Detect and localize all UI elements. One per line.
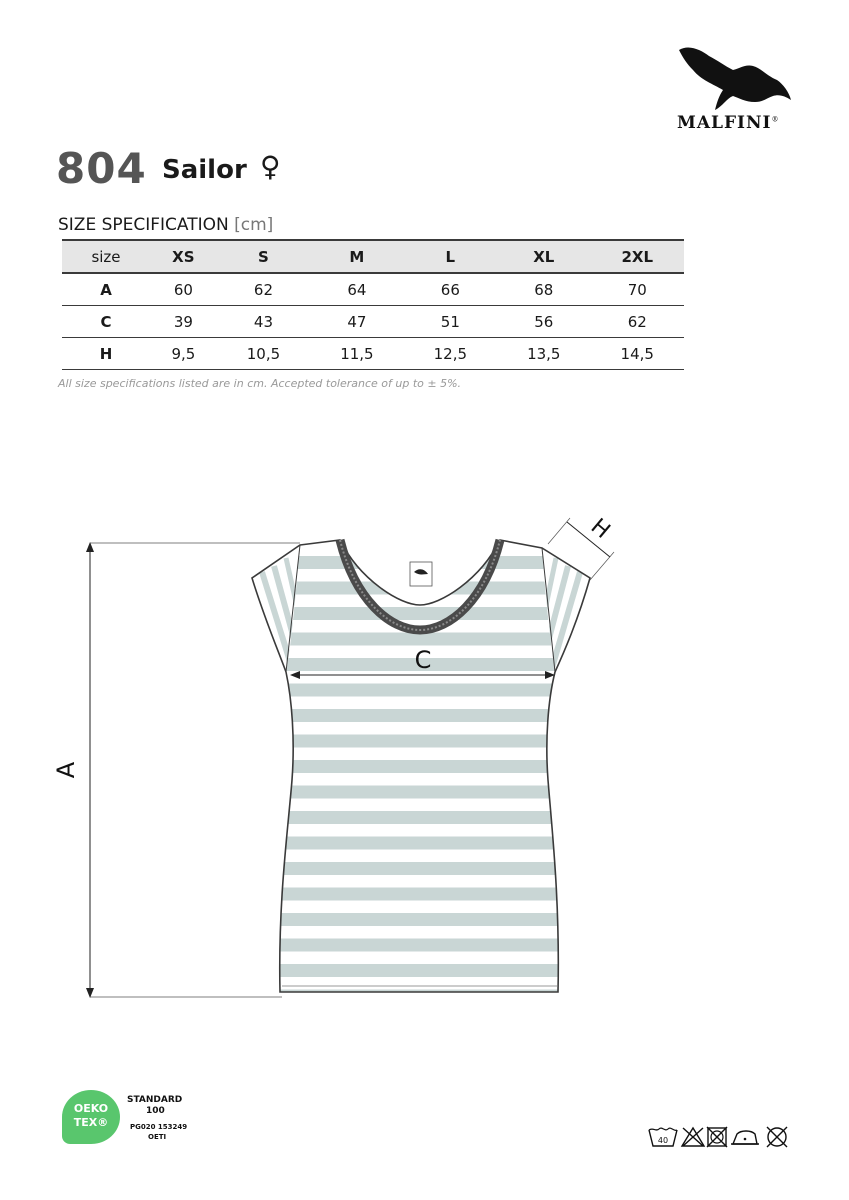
table-cell: 68 (534, 280, 554, 299)
table-cell: 43 (253, 312, 273, 331)
female-icon: ♀ (260, 150, 281, 183)
table-cell: 51 (440, 312, 460, 331)
row-label: H (99, 344, 113, 363)
section-heading-text: SIZE SPECIFICATION (58, 215, 229, 235)
table-header-cell: M (349, 247, 365, 266)
no-bleach-icon (682, 1128, 704, 1146)
wash-40-icon (649, 1128, 677, 1146)
table-header-cell: L (445, 247, 456, 266)
table-row (62, 273, 684, 306)
oeko-institute: OETI (148, 1133, 167, 1141)
table-header-size: size (91, 247, 121, 266)
stripe (240, 760, 600, 773)
oeko-badge-line1: OEKO (73, 1102, 109, 1115)
label-a: A (52, 761, 80, 779)
table-header-cell: XL (533, 247, 555, 266)
table-header-row (62, 240, 684, 273)
table-cell: 64 (347, 280, 367, 299)
section-unit: [cm] (234, 215, 274, 235)
table-cell: 62 (627, 312, 647, 331)
table-cell: 62 (253, 280, 273, 299)
table-cell: 10,5 (246, 344, 281, 363)
stripe (240, 811, 600, 824)
stripe (240, 964, 600, 977)
care-symbols (647, 1124, 797, 1150)
table-cell: 70 (627, 280, 647, 299)
label-c: C (414, 646, 432, 674)
iron-low-icon (731, 1131, 759, 1144)
table-header-cell: 2XL (621, 247, 654, 266)
stripe (240, 837, 600, 850)
oeko-standard-label: STANDARD (127, 1095, 183, 1105)
table-cell: 66 (440, 280, 460, 299)
table-cell: 12,5 (433, 344, 468, 363)
stripe (240, 786, 600, 799)
table-header-cell: XS (172, 247, 195, 266)
table-row (62, 306, 684, 338)
table-cell: 11,5 (340, 344, 374, 363)
table-cell: 47 (347, 312, 367, 331)
stripe (240, 862, 600, 875)
stripe (240, 684, 600, 697)
garment-diagram (40, 500, 680, 1020)
eagle-logo-icon (675, 40, 795, 112)
table-cell: 39 (173, 312, 193, 331)
table-cell: 56 (534, 312, 554, 331)
section-heading (58, 215, 273, 235)
no-tumble-dry-icon (707, 1127, 727, 1147)
stripe (240, 913, 600, 926)
table-header-cell: S (258, 247, 269, 266)
row-label: A (100, 280, 112, 299)
row-label: C (100, 312, 112, 331)
no-dry-clean-icon (767, 1127, 787, 1147)
label-h: H (585, 514, 615, 544)
product-code: 804 (56, 144, 147, 193)
size-table (62, 239, 684, 370)
table-cell: 60 (173, 280, 193, 299)
oeko-certificate-code: PG020 153249 (130, 1123, 188, 1131)
product-name: Sailor (162, 155, 247, 185)
oeko-standard-number: 100 (146, 1106, 165, 1116)
table-cell: 9,5 (171, 344, 196, 363)
table-row (62, 338, 684, 370)
brand-wordmark: MALFINI® (677, 113, 780, 133)
table-cell: 13,5 (527, 344, 561, 363)
oeko-badge-line2: TEX® (73, 1116, 109, 1129)
stripe (240, 709, 600, 722)
stripe (240, 888, 600, 901)
stripe (240, 939, 600, 952)
tolerance-note: All size specifications listed are in cm. Accepted tolerance of up to ± 5%. (58, 377, 462, 390)
wash-temp: 40 (657, 1136, 669, 1145)
table-cell: 14,5 (620, 344, 654, 363)
